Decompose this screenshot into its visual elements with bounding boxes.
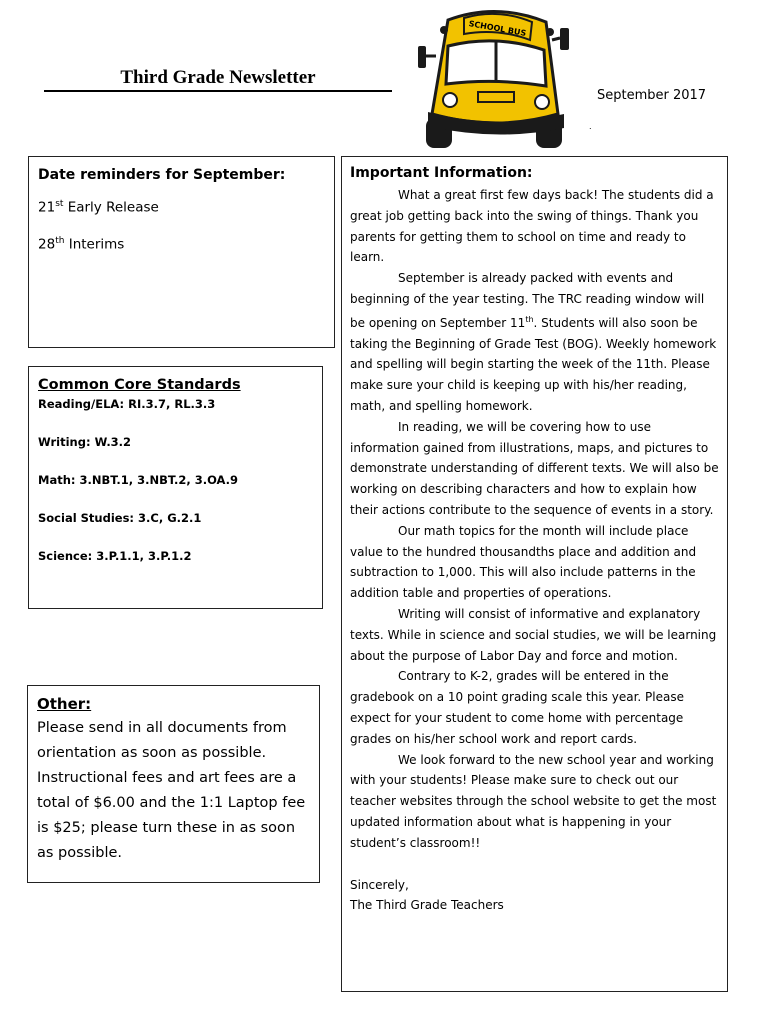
important-information-box [341,156,728,992]
standard-row: Reading/ELA: RI.3.7, RL.3.3 [38,397,216,411]
info-paragraph: September is already packed with events and beginning of the year testing. The TRC reading window will be opening on September 11th. Students will also soon be taking the Beginning of Grade Test (BOG). Weekly homework and spelling will begin starting the week of the 11th. Please make sure your child is keeping up with his/her reading, math, and spelling homework. [350,271,717,413]
newsletter-title: Third Grade Newsletter [44,66,392,92]
date-reminders-heading: Date reminders for September: [38,167,286,183]
newsletter-date: September 2017 [597,88,707,103]
info-paragraph: What a great first few days back! The students did a great job getting back into the swing of things. Thank you parents for getting them to school on time and ready to learn. [350,188,714,265]
standard-row: Science: 3.P.1.1, 3.P.1.2 [38,549,192,563]
info-paragraph: We look forward to the new school year and working with your students! Please make sure to check out our teacher websites through the school website to get the most updated information about what is happening in your student’s classroom!! [350,752,717,850]
signature: The Third Grade Teachers [350,898,504,913]
other-text: Please send in all documents from orientation as soon as possible. Instructional fees and art fees are a total of $6.00 and the 1:1 Laptop fee is $25; please turn these in as soon as possible. [37,720,306,861]
other-box [27,685,320,883]
bus-sign-text: SCHOOL BUS [468,19,527,39]
info-paragraph: Writing will consist of informative and explanatory texts. While in science and social studies, we will be learning about the purpose of Labor Day and force and motion. [350,606,717,663]
standard-row: Social Studies: 3.C, G.2.1 [38,511,202,525]
info-paragraph: Contrary to K-2, grades will be entered in the gradebook on a 10 point grading scale this year. Please expect for your student to come home with percentage grades on his/her school work and report cards. [350,669,684,746]
important-information-heading: Important Information: [350,165,533,181]
standards-heading: Common Core Standards [38,377,241,393]
standard-row: Math: 3.NBT.1, 3.NBT.2, 3.OA.9 [38,473,239,487]
school-bus-icon [418,6,574,164]
spacer [350,854,719,875]
date-reminder-item: 21st Early Release [38,199,159,216]
standards-box [28,366,323,609]
standard-row: Writing: W.3.2 [38,435,132,449]
date-reminder-item: 28th Interims [38,235,125,252]
info-paragraph: In reading, we will be covering how to use information gained from illustrations, maps, and pictures to demonstrate understanding of different texts. We will also be working on describing characters and how to explain how their actions contribute to the sequence of events in a story. [350,419,719,517]
date-reminders-box [28,156,335,348]
stray-dot: . [589,122,592,131]
closing: Sincerely, [350,877,409,892]
info-paragraph: Our math topics for the month will include place value to the hundred thousandths place and addition and subtraction to 1,000. This will also include patterns in the addition table and properties of operations. [350,523,697,601]
other-heading: Other: [37,695,92,713]
